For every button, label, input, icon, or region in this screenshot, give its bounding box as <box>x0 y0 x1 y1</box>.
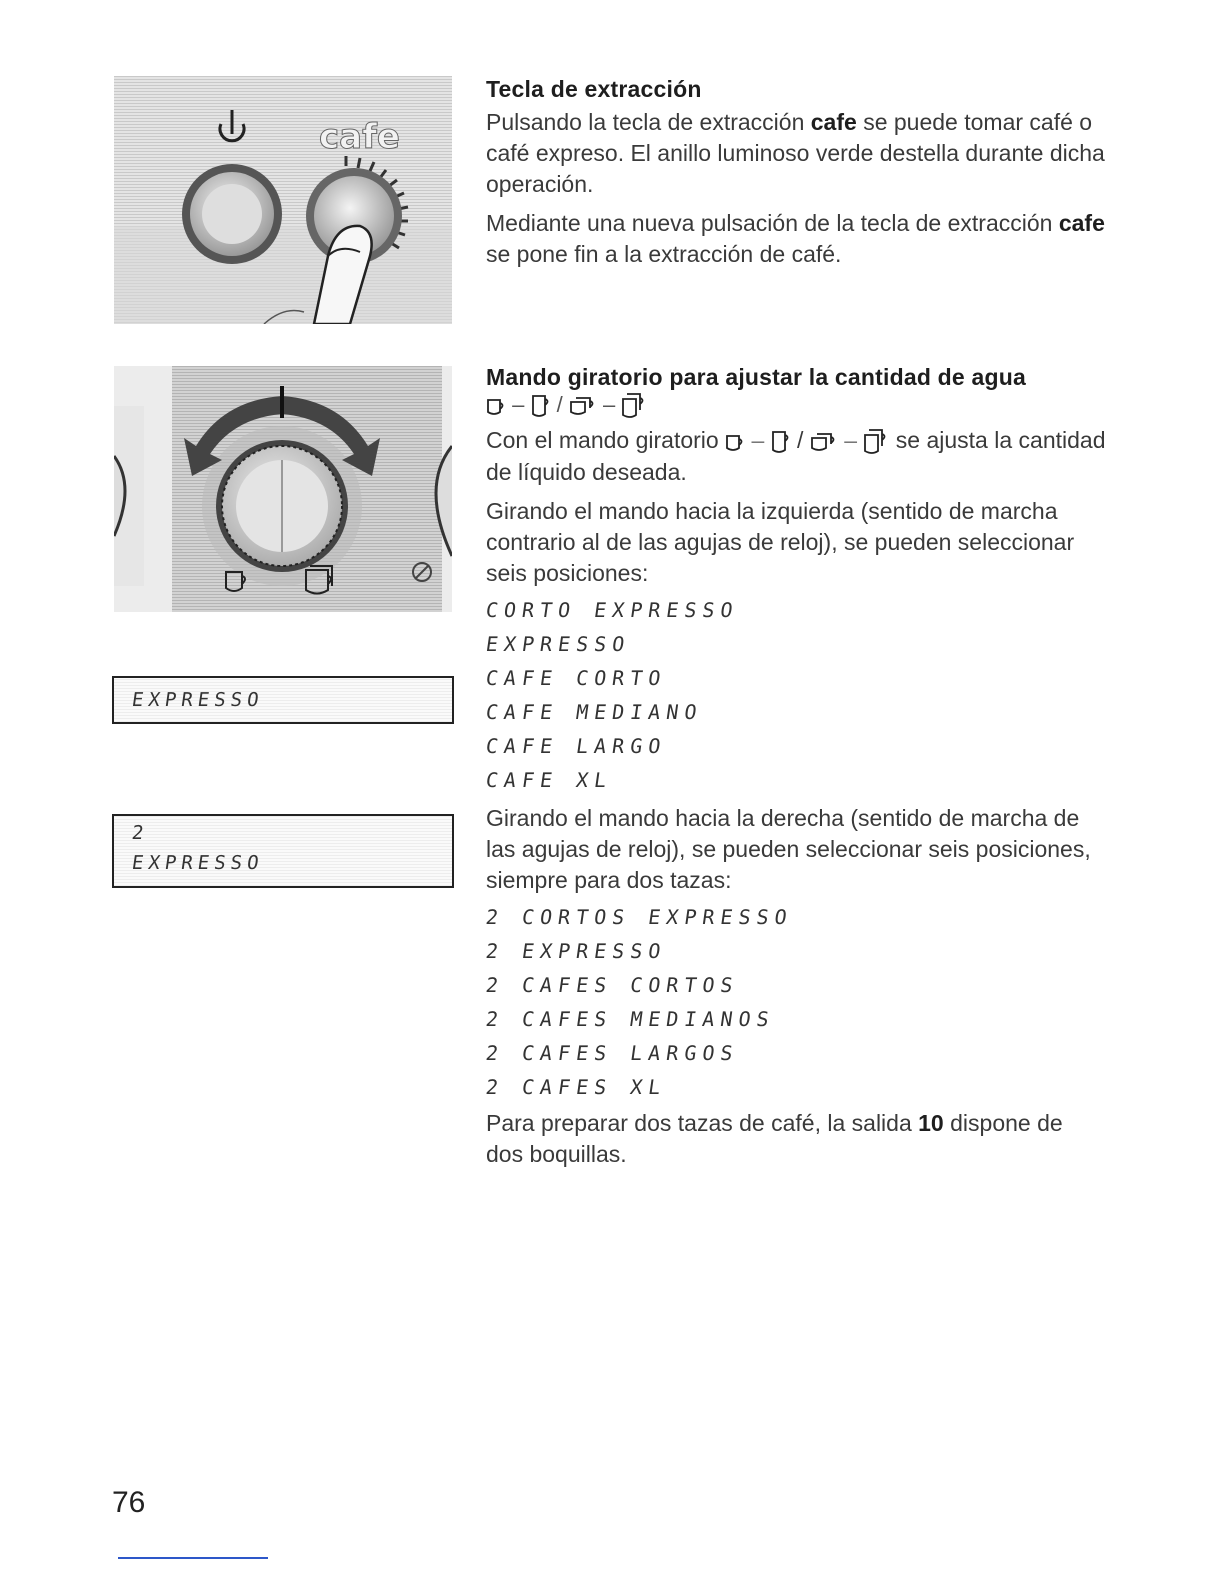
lcd-display-expresso <box>112 676 454 724</box>
section-title: Mando giratorio para ajustar la cantidad de agua <box>486 364 1026 390</box>
key-cafe: cafe <box>1058 210 1105 236</box>
cup-tall-icon <box>531 392 551 420</box>
page-number: 76 <box>112 1486 146 1519</box>
cup-small-icon <box>486 394 506 418</box>
cafe-label: cafe <box>319 117 400 157</box>
intro-paragraph: Con el mando giratorio – / – se ajusta la cantidad de líquido deseada. <box>486 427 1106 485</box>
list-item: 2 CORTOS EXPRESSO <box>484 904 795 929</box>
list-item: EXPRESSO <box>484 631 633 656</box>
section-mando-giratorio <box>486 364 1106 1170</box>
key-cafe: cafe <box>810 109 857 135</box>
right-options-list <box>486 900 1106 1104</box>
outlet-number: 10 <box>918 1109 944 1136</box>
footer-rule <box>118 1557 268 1559</box>
figure-cafe-button <box>114 76 452 324</box>
section-tecla-extraccion <box>486 76 1106 270</box>
list-item: 2 CAFES CORTOS <box>484 972 741 997</box>
list-item: CAFE LARGO <box>484 733 669 758</box>
paragraph-1: Pulsando la tecla de extracción cafe se puede tomar café o café expreso. El anillo luminoso verde destella durante dicha operación. <box>486 109 1105 197</box>
section-title: Tecla de extracción <box>486 76 702 102</box>
left-turn-paragraph: Girando el mando hacia la izquierda (sentido de marcha contrario al de las agujas de reloj), se pueden seleccionar seis posiciones: <box>486 497 1075 586</box>
lcd-display-line1: 2 <box>130 822 150 844</box>
lcd-display-line2: EXPRESSO <box>130 852 266 874</box>
list-item: CAFE CORTO <box>484 665 669 690</box>
two-cups-tall-icon <box>621 391 647 421</box>
paragraph-2: Mediante una nueva pulsación de la tecla de extracción cafe se pone fin a la extracción de café. <box>486 210 1105 267</box>
list-item: 2 CAFES LARGOS <box>484 1040 741 1065</box>
list-item: CAFE MEDIANO <box>484 699 705 724</box>
lcd-display-2-expresso <box>112 814 454 888</box>
list-item: CAFE XL <box>484 767 614 792</box>
list-item: 2 CAFES MEDIANOS <box>484 1006 777 1031</box>
final-paragraph: Para preparar dos tazas de café, la salida 10 dispone de dos boquillas. <box>486 1109 1063 1167</box>
lcd-display-text: EXPRESSO <box>130 689 266 711</box>
figure-rotary-knob <box>114 366 452 612</box>
left-options-list <box>486 593 1106 797</box>
right-turn-paragraph: Girando el mando hacia la derecha (sentido de marcha de las agujas de reloj), se pueden seleccionar seis posiciones, siempre para dos tazas: <box>486 804 1091 893</box>
list-item: 2 EXPRESSO <box>484 938 669 963</box>
list-item: 2 CAFES XL <box>484 1074 669 1099</box>
list-item: CORTO EXPRESSO <box>484 597 741 622</box>
cup-symbol-row: – / – <box>486 391 1106 425</box>
two-cups-small-icon <box>569 393 597 419</box>
